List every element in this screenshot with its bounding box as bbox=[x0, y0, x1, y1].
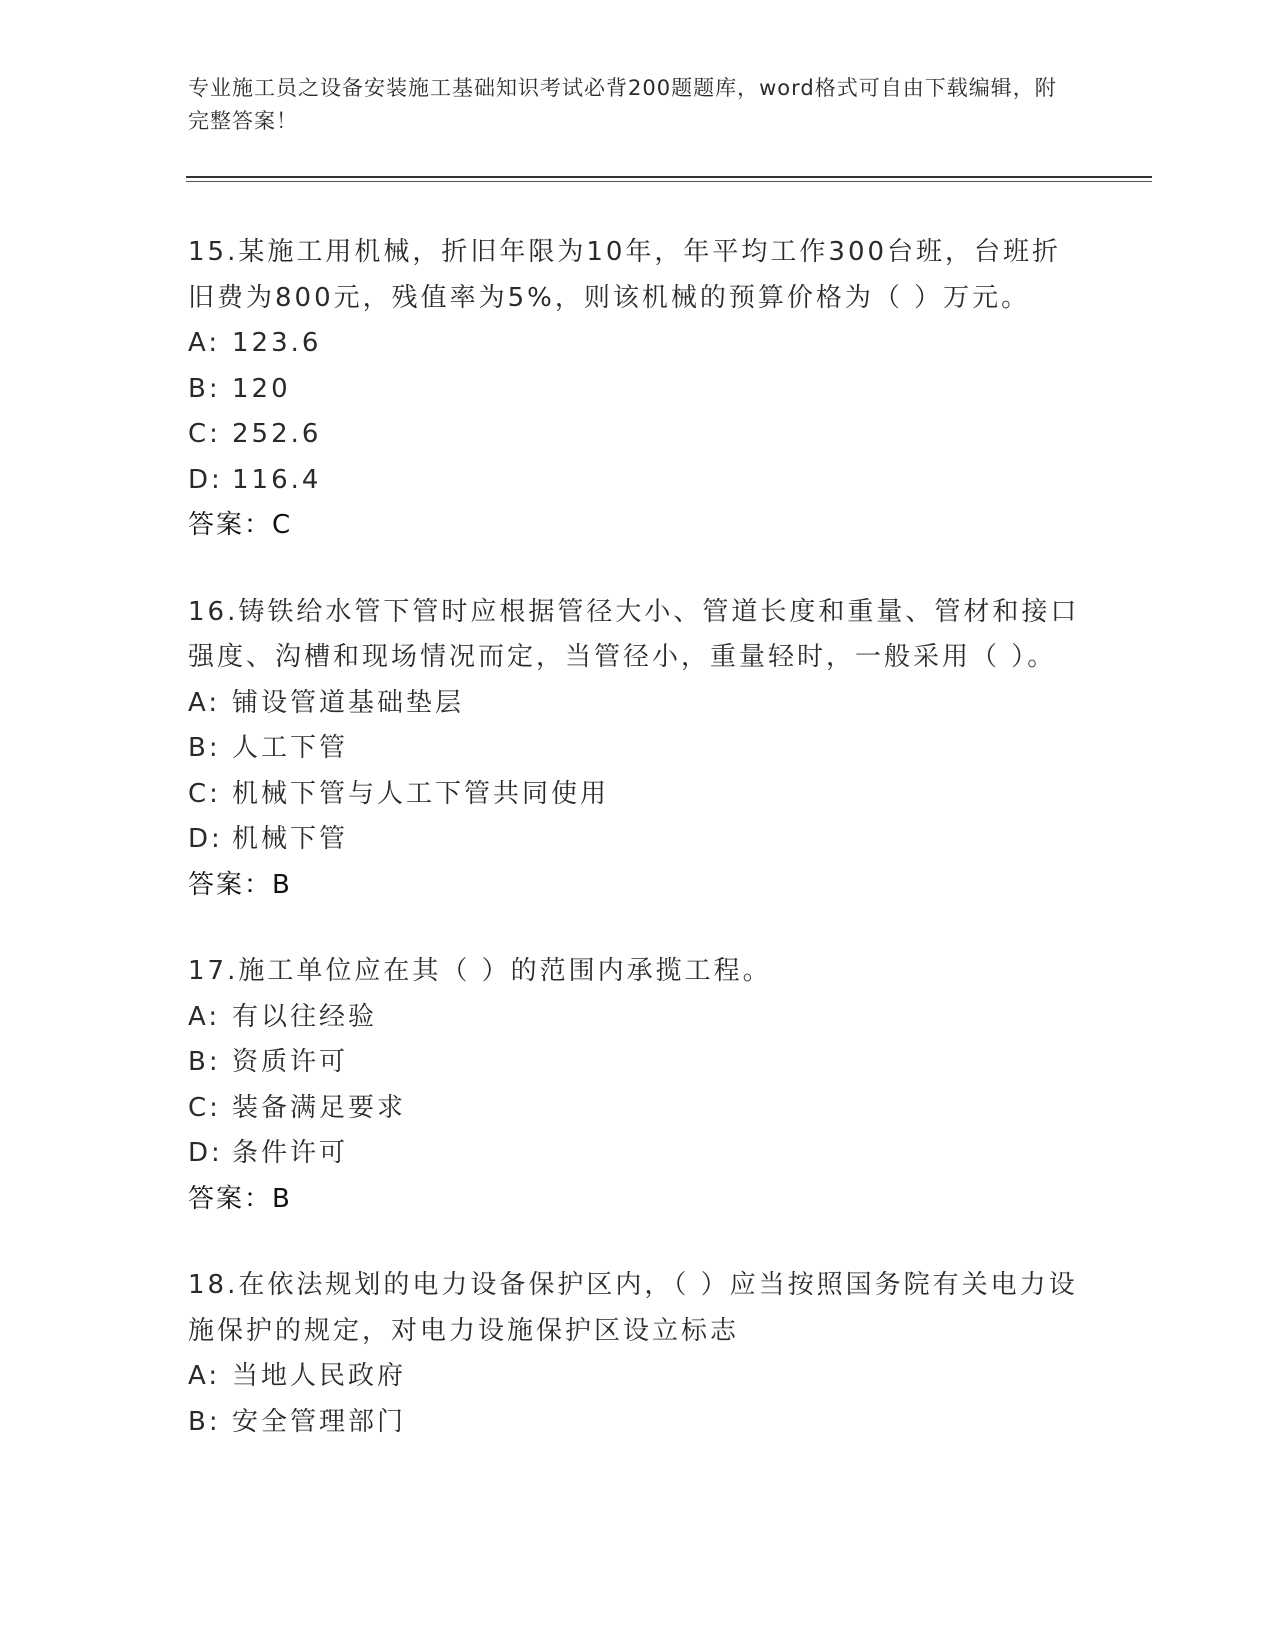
option-text: 安全管理部门 bbox=[232, 1406, 407, 1437]
option-text: 机械下管与人工下管共同使用 bbox=[232, 778, 610, 809]
question-stem: 16.铸铁给水管下管时应根据管径大小、管道长度和重量、管材和接口强度、沟槽和现场情况而定，当管径小，重量轻时，一般采用（ ）。 bbox=[188, 596, 1080, 672]
option-d bbox=[188, 1131, 1088, 1177]
option-a bbox=[188, 681, 1088, 727]
option-letter: C: bbox=[188, 778, 221, 809]
option-d bbox=[188, 458, 1088, 504]
option-text: 当地人民政府 bbox=[232, 1361, 407, 1391]
option-c bbox=[188, 412, 1088, 458]
option-letter: C: bbox=[188, 1092, 221, 1123]
question-15 bbox=[188, 230, 1088, 549]
question-16 bbox=[188, 590, 1088, 909]
answer-line: 答案：B bbox=[188, 1183, 292, 1214]
question-18 bbox=[188, 1263, 1088, 1445]
option-text: 116.4 bbox=[232, 464, 322, 495]
option-a bbox=[188, 1354, 1088, 1400]
option-a bbox=[188, 321, 1088, 367]
option-text: 有以往经验 bbox=[232, 1001, 378, 1032]
option-letter: A: bbox=[188, 687, 221, 718]
option-letter: A: bbox=[188, 1001, 221, 1032]
option-letter: C: bbox=[188, 419, 221, 449]
question-stem: 18.在依法规划的电力设备保护区内，（ ）应当按照国务院有关电力设施保护的规定，对电力设施保护区设立标志 bbox=[188, 1270, 1078, 1346]
header-divider bbox=[186, 176, 1152, 183]
option-text: 装备满足要求 bbox=[232, 1092, 407, 1123]
option-letter: B: bbox=[188, 733, 221, 763]
option-letter: B: bbox=[188, 373, 221, 404]
question-stem: 15.某施工用机械，折旧年限为10年，年平均工作300台班，台班折旧费为800元，残值率为5%，则该机械的预算价格为（ ）万元。 bbox=[188, 237, 1062, 313]
header-divider-thin-line bbox=[186, 181, 1152, 182]
option-d bbox=[188, 817, 1088, 863]
question-list bbox=[188, 230, 1088, 1486]
option-letter: D: bbox=[188, 1138, 223, 1168]
question-stem: 17.施工单位应在其（ ）的范围内承揽工程。 bbox=[188, 956, 772, 986]
option-letter: D: bbox=[188, 824, 223, 854]
option-c bbox=[188, 1086, 1088, 1132]
option-letter: A: bbox=[188, 1361, 221, 1391]
option-letter: B: bbox=[188, 1406, 221, 1437]
option-letter: B: bbox=[188, 1047, 221, 1077]
answer-line: 答案：C bbox=[188, 510, 293, 540]
header-divider-thick-line bbox=[186, 176, 1152, 178]
option-text: 机械下管 bbox=[232, 824, 349, 854]
option-b bbox=[188, 1040, 1088, 1086]
option-text: 252.6 bbox=[232, 419, 322, 449]
option-text: 铺设管道基础垫层 bbox=[232, 687, 465, 718]
option-a bbox=[188, 995, 1088, 1041]
option-text: 120 bbox=[232, 373, 291, 404]
option-b bbox=[188, 367, 1088, 413]
document-header: 专业施工员之设备安装施工基础知识考试必背200题题库，word格式可自由下载编辑，附完整答案！ bbox=[188, 76, 1057, 133]
answer-line: 答案：B bbox=[188, 869, 292, 900]
option-text: 123.6 bbox=[232, 328, 322, 358]
option-text: 资质许可 bbox=[232, 1047, 349, 1077]
option-text: 人工下管 bbox=[232, 733, 349, 763]
option-letter: A: bbox=[188, 328, 221, 358]
option-letter: D: bbox=[188, 464, 223, 495]
option-b bbox=[188, 726, 1088, 772]
option-c bbox=[188, 772, 1088, 818]
option-text: 条件许可 bbox=[232, 1138, 349, 1168]
question-17 bbox=[188, 949, 1088, 1222]
option-b bbox=[188, 1400, 1088, 1446]
